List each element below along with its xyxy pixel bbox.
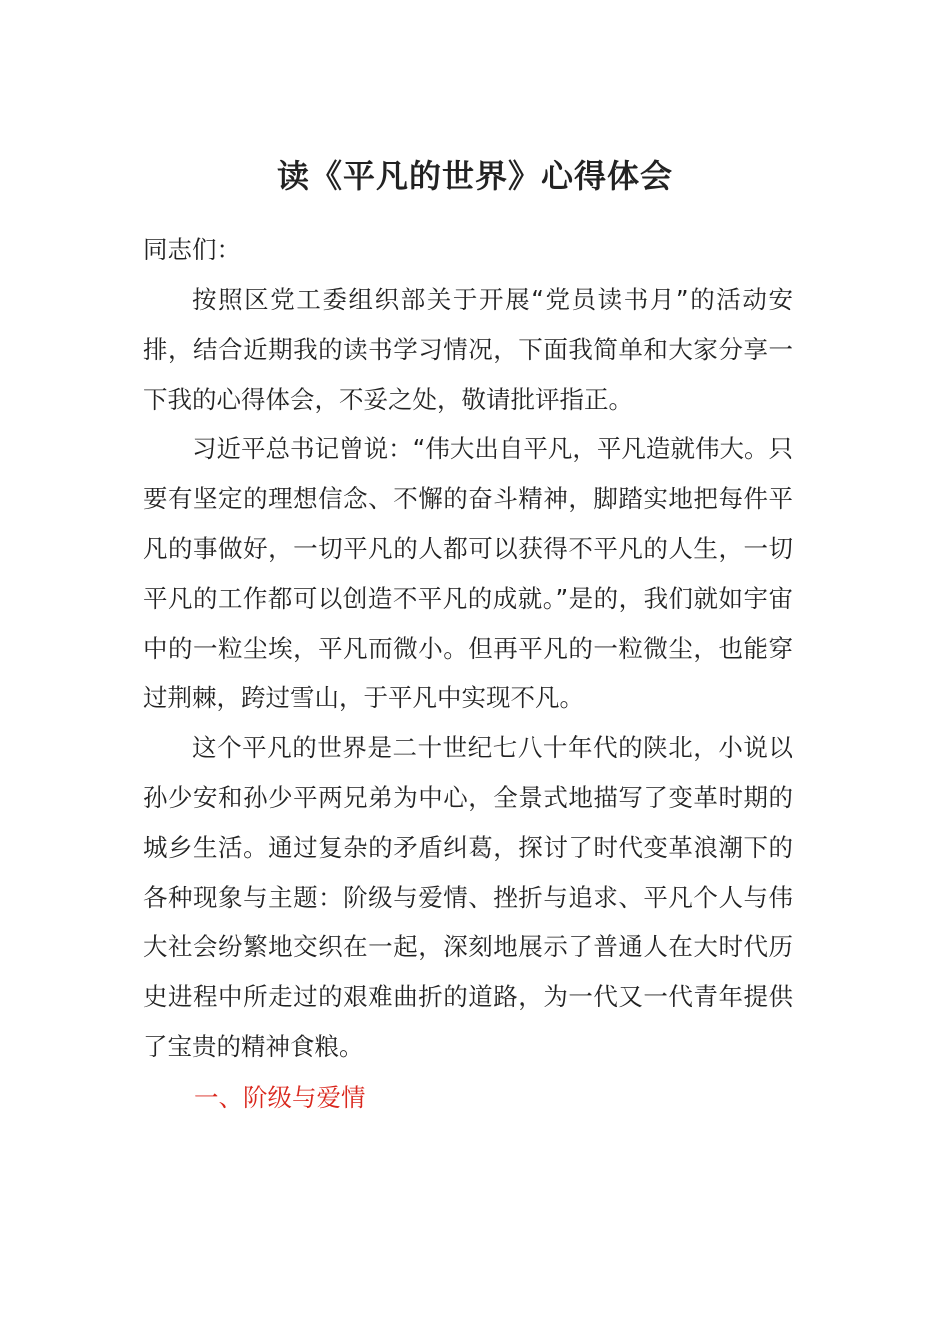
paragraph-intro: 按照区党工委组织部关于开展“党员读书月”的活动安排，结合近期我的读书学习情况，下面我简单和大家分享一下我的心得体会，不妥之处，敬请批评指正。 bbox=[143, 285, 793, 414]
document-body bbox=[143, 275, 793, 1072]
paragraph-quote: 习近平总书记曾说：“伟大出自平凡，平凡造就伟大。只要有坚定的理想信念、不懈的奋斗精神，脚踏实地把每件平凡的事做好，一切平凡的人都可以获得不平凡的人生，一切平凡的工作都可以创造不平凡的成就。”是的，我们就如宇宙中的一粒尘埃，平凡而微小。但再平凡的一粒微尘，也能穿过荆棘，跨过雪山，于平凡中实现不凡。 bbox=[143, 434, 793, 713]
document-title: 读《平凡的世界》心得体会 bbox=[276, 157, 673, 195]
section-heading: 一、阶级与爱情 bbox=[194, 1083, 366, 1112]
salutation: 同志们： bbox=[143, 235, 241, 264]
paragraph-summary: 这个平凡的世界是二十世纪七八十年代的陕北，小说以孙少安和孙少平两兄弟为中心，全景式地描写了变革时期的城乡生活。通过复杂的矛盾纠葛，探讨了时代变革浪潮下的各种现象与主题：阶级与爱情、挫折与追求、平凡个人与伟大社会纷繁地交织在一起，深刻地展示了普通人在大时代历史进程中所走过的艰难曲折的道路，为一代又一代青年提供了宝贵的精神食粮。 bbox=[143, 733, 793, 1061]
